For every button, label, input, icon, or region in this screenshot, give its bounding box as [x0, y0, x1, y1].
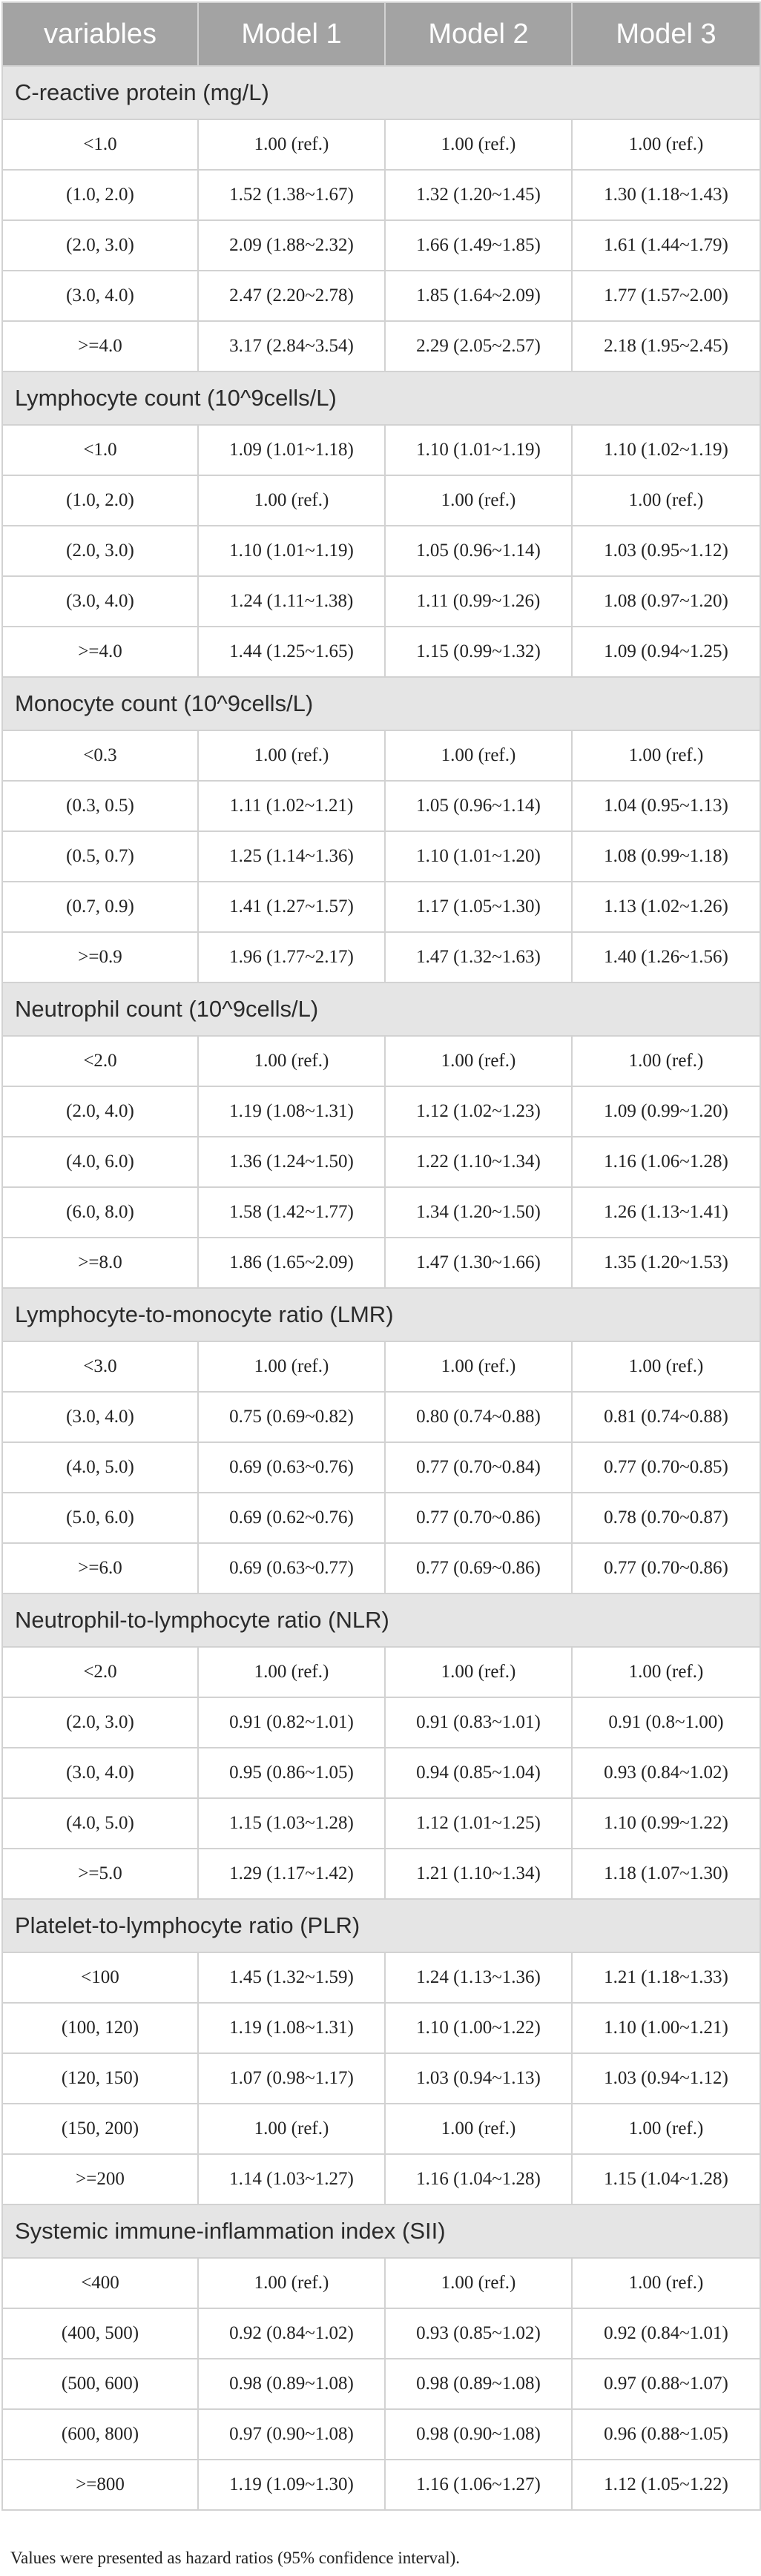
model-2-cell: 0.98 (0.90~1.08) — [385, 2409, 572, 2460]
model-2-cell: 1.10 (1.01~1.20) — [385, 831, 572, 882]
footnote: Values were presented as hazard ratios (95% confidence interval). — [10, 2549, 461, 2567]
model-2-cell: 1.66 (1.49~1.85) — [385, 220, 572, 271]
model-1-cell: 1.00 (ref.) — [198, 1341, 385, 1392]
section-title: Neutrophil count (10^9cells/L) — [2, 982, 760, 1036]
table-row — [2, 119, 760, 170]
model-3-cell: 1.10 (1.00~1.21) — [572, 2003, 760, 2053]
variable-cell: >=0.9 — [2, 932, 198, 982]
table-row — [2, 1493, 760, 1543]
variable-cell: <1.0 — [2, 425, 198, 475]
table-row — [2, 2003, 760, 2053]
model-2-cell: 1.21 (1.10~1.34) — [385, 1849, 572, 1899]
model-3-cell: 0.97 (0.88~1.07) — [572, 2359, 760, 2409]
model-3-cell: 1.00 (ref.) — [572, 119, 760, 170]
model-1-cell: 1.41 (1.27~1.57) — [198, 882, 385, 932]
variable-cell: >=4.0 — [2, 321, 198, 371]
table-row — [2, 1543, 760, 1594]
variable-cell: (2.0, 3.0) — [2, 526, 198, 576]
table-row — [2, 2460, 760, 2510]
variable-cell: (4.0, 5.0) — [2, 1442, 198, 1493]
model-3-cell: 1.61 (1.44~1.79) — [572, 220, 760, 271]
variable-cell: (4.0, 6.0) — [2, 1137, 198, 1187]
model-2-cell: 0.77 (0.69~0.86) — [385, 1543, 572, 1594]
model-1-cell: 1.19 (1.08~1.31) — [198, 2003, 385, 2053]
model-1-cell: 1.29 (1.17~1.42) — [198, 1849, 385, 1899]
model-2-cell: 1.17 (1.05~1.30) — [385, 882, 572, 932]
variable-cell: (2.0, 3.0) — [2, 220, 198, 271]
model-2-cell: 0.94 (0.85~1.04) — [385, 1748, 572, 1798]
variable-cell: (3.0, 4.0) — [2, 1748, 198, 1798]
variable-cell: (3.0, 4.0) — [2, 271, 198, 321]
variable-cell: <2.0 — [2, 1647, 198, 1697]
model-2-cell: 1.34 (1.20~1.50) — [385, 1187, 572, 1238]
table-row — [2, 425, 760, 475]
table-row — [2, 526, 760, 576]
model-3-cell: 1.30 (1.18~1.43) — [572, 170, 760, 220]
model-2-cell: 1.47 (1.32~1.63) — [385, 932, 572, 982]
table-row — [2, 1647, 760, 1697]
model-2-cell: 1.00 (ref.) — [385, 1036, 572, 1086]
model-3-cell: 0.77 (0.70~0.86) — [572, 1543, 760, 1594]
model-2-cell: 1.24 (1.13~1.36) — [385, 1952, 572, 2003]
variable-cell: (400, 500) — [2, 2308, 198, 2359]
header-model-1: Model 1 — [198, 2, 385, 66]
table-row — [2, 2308, 760, 2359]
model-3-cell: 1.00 (ref.) — [572, 730, 760, 781]
model-3-cell: 1.00 (ref.) — [572, 475, 760, 526]
model-1-cell: 1.25 (1.14~1.36) — [198, 831, 385, 882]
variable-cell: <400 — [2, 2258, 198, 2308]
table-row — [2, 1442, 760, 1493]
model-2-cell: 1.12 (1.02~1.23) — [385, 1086, 572, 1137]
model-1-cell: 1.52 (1.38~1.67) — [198, 170, 385, 220]
variable-cell: <0.3 — [2, 730, 198, 781]
table-row — [2, 2409, 760, 2460]
model-1-cell: 1.58 (1.42~1.77) — [198, 1187, 385, 1238]
table-row — [2, 1137, 760, 1187]
model-2-cell: 1.11 (0.99~1.26) — [385, 576, 572, 627]
model-1-cell: 0.98 (0.89~1.08) — [198, 2359, 385, 2409]
table-row — [2, 2154, 760, 2205]
variable-cell: (600, 800) — [2, 2409, 198, 2460]
model-3-cell: 0.93 (0.84~1.02) — [572, 1748, 760, 1798]
model-1-cell: 1.00 (ref.) — [198, 119, 385, 170]
model-3-cell: 1.12 (1.05~1.22) — [572, 2460, 760, 2510]
table-row — [2, 1187, 760, 1238]
model-3-cell: 1.09 (0.99~1.20) — [572, 1086, 760, 1137]
model-2-cell: 1.00 (ref.) — [385, 119, 572, 170]
table-row — [2, 321, 760, 371]
table-row — [2, 1036, 760, 1086]
section-header-row — [2, 982, 760, 1036]
model-2-cell: 1.47 (1.30~1.66) — [385, 1238, 572, 1288]
model-2-cell: 0.77 (0.70~0.84) — [385, 1442, 572, 1493]
hazard-ratio-table — [1, 1, 761, 2511]
model-3-cell: 0.96 (0.88~1.05) — [572, 2409, 760, 2460]
table-row — [2, 882, 760, 932]
model-3-cell: 1.16 (1.06~1.28) — [572, 1137, 760, 1187]
model-1-cell: 0.92 (0.84~1.02) — [198, 2308, 385, 2359]
model-2-cell: 1.10 (1.01~1.19) — [385, 425, 572, 475]
table-row — [2, 730, 760, 781]
model-2-cell: 1.22 (1.10~1.34) — [385, 1137, 572, 1187]
model-1-cell: 1.14 (1.03~1.27) — [198, 2154, 385, 2205]
header-variables: variables — [2, 2, 198, 66]
model-1-cell: 1.24 (1.11~1.38) — [198, 576, 385, 627]
model-2-cell: 0.80 (0.74~0.88) — [385, 1392, 572, 1442]
model-3-cell: 2.18 (1.95~2.45) — [572, 321, 760, 371]
table-row — [2, 475, 760, 526]
header-model-2: Model 2 — [385, 2, 572, 66]
table-row — [2, 2359, 760, 2409]
section-header-row — [2, 1899, 760, 1952]
variable-cell: >=800 — [2, 2460, 198, 2510]
variable-cell: (2.0, 3.0) — [2, 1697, 198, 1748]
section-header-row — [2, 66, 760, 119]
table-row — [2, 2053, 760, 2104]
model-3-cell: 1.04 (0.95~1.13) — [572, 781, 760, 831]
variable-cell: (3.0, 4.0) — [2, 576, 198, 627]
model-3-cell: 1.15 (1.04~1.28) — [572, 2154, 760, 2205]
model-3-cell: 1.40 (1.26~1.56) — [572, 932, 760, 982]
table-row — [2, 1952, 760, 2003]
model-2-cell: 1.32 (1.20~1.45) — [385, 170, 572, 220]
variable-cell: (5.0, 6.0) — [2, 1493, 198, 1543]
model-3-cell: 0.81 (0.74~0.88) — [572, 1392, 760, 1442]
model-2-cell: 0.93 (0.85~1.02) — [385, 2308, 572, 2359]
variable-cell: (0.5, 0.7) — [2, 831, 198, 882]
model-2-cell: 0.98 (0.89~1.08) — [385, 2359, 572, 2409]
model-3-cell: 1.26 (1.13~1.41) — [572, 1187, 760, 1238]
model-3-cell: 1.03 (0.95~1.12) — [572, 526, 760, 576]
variable-cell: (2.0, 4.0) — [2, 1086, 198, 1137]
section-header-row — [2, 371, 760, 425]
model-3-cell: 1.00 (ref.) — [572, 1341, 760, 1392]
model-3-cell: 1.00 (ref.) — [572, 2258, 760, 2308]
variable-cell: <2.0 — [2, 1036, 198, 1086]
model-1-cell: 1.10 (1.01~1.19) — [198, 526, 385, 576]
variable-cell: (150, 200) — [2, 2104, 198, 2154]
model-1-cell: 0.75 (0.69~0.82) — [198, 1392, 385, 1442]
table-row — [2, 170, 760, 220]
model-3-cell: 1.00 (ref.) — [572, 1647, 760, 1697]
model-3-cell: 1.10 (1.02~1.19) — [572, 425, 760, 475]
model-2-cell: 1.00 (ref.) — [385, 1647, 572, 1697]
table-row — [2, 1697, 760, 1748]
model-2-cell: 1.00 (ref.) — [385, 2258, 572, 2308]
model-1-cell: 2.47 (2.20~2.78) — [198, 271, 385, 321]
model-2-cell: 2.29 (2.05~2.57) — [385, 321, 572, 371]
variable-cell: >=6.0 — [2, 1543, 198, 1594]
model-3-cell: 0.92 (0.84~1.01) — [572, 2308, 760, 2359]
model-3-cell: 1.08 (0.97~1.20) — [572, 576, 760, 627]
model-1-cell: 2.09 (1.88~2.32) — [198, 220, 385, 271]
model-3-cell: 1.77 (1.57~2.00) — [572, 271, 760, 321]
model-2-cell: 0.77 (0.70~0.86) — [385, 1493, 572, 1543]
model-1-cell: 1.19 (1.08~1.31) — [198, 1086, 385, 1137]
model-3-cell: 0.91 (0.8~1.00) — [572, 1697, 760, 1748]
model-2-cell: 0.91 (0.83~1.01) — [385, 1697, 572, 1748]
header-model-3: Model 3 — [572, 2, 760, 66]
model-3-cell: 1.13 (1.02~1.26) — [572, 882, 760, 932]
variable-cell: (0.7, 0.9) — [2, 882, 198, 932]
model-1-cell: 0.97 (0.90~1.08) — [198, 2409, 385, 2460]
model-1-cell: 1.07 (0.98~1.17) — [198, 2053, 385, 2104]
section-title: Systemic immune-inflammation index (SII) — [2, 2205, 760, 2258]
section-title: Lymphocyte-to-monocyte ratio (LMR) — [2, 1288, 760, 1341]
model-2-cell: 1.00 (ref.) — [385, 475, 572, 526]
table-row — [2, 1392, 760, 1442]
section-header-row — [2, 1288, 760, 1341]
table-row — [2, 1849, 760, 1899]
model-1-cell: 1.00 (ref.) — [198, 1036, 385, 1086]
table-row — [2, 627, 760, 677]
variable-cell: <1.0 — [2, 119, 198, 170]
model-3-cell: 1.03 (0.94~1.12) — [572, 2053, 760, 2104]
table-row — [2, 1748, 760, 1798]
table-row — [2, 1086, 760, 1137]
model-1-cell: 1.00 (ref.) — [198, 730, 385, 781]
variable-cell: (500, 600) — [2, 2359, 198, 2409]
model-1-cell: 1.00 (ref.) — [198, 2258, 385, 2308]
variable-cell: >=4.0 — [2, 627, 198, 677]
variable-cell: (6.0, 8.0) — [2, 1187, 198, 1238]
model-1-cell: 1.00 (ref.) — [198, 475, 385, 526]
table-row — [2, 781, 760, 831]
model-3-cell: 1.08 (0.99~1.18) — [572, 831, 760, 882]
section-header-row — [2, 1594, 760, 1647]
model-1-cell: 1.11 (1.02~1.21) — [198, 781, 385, 831]
model-3-cell: 1.10 (0.99~1.22) — [572, 1798, 760, 1849]
model-2-cell: 1.16 (1.06~1.27) — [385, 2460, 572, 2510]
model-1-cell: 0.69 (0.62~0.76) — [198, 1493, 385, 1543]
model-1-cell: 0.69 (0.63~0.76) — [198, 1442, 385, 1493]
model-3-cell: 0.77 (0.70~0.85) — [572, 1442, 760, 1493]
model-1-cell: 0.91 (0.82~1.01) — [198, 1697, 385, 1748]
section-header-row — [2, 2205, 760, 2258]
model-3-cell: 1.21 (1.18~1.33) — [572, 1952, 760, 2003]
model-1-cell: 1.36 (1.24~1.50) — [198, 1137, 385, 1187]
variable-cell: (1.0, 2.0) — [2, 170, 198, 220]
variable-cell: (4.0, 5.0) — [2, 1798, 198, 1849]
variable-cell: >=5.0 — [2, 1849, 198, 1899]
model-1-cell: 1.19 (1.09~1.30) — [198, 2460, 385, 2510]
variable-cell: (3.0, 4.0) — [2, 1392, 198, 1442]
header-row — [2, 2, 760, 66]
model-1-cell: 1.00 (ref.) — [198, 2104, 385, 2154]
table-row — [2, 576, 760, 627]
model-1-cell: 1.15 (1.03~1.28) — [198, 1798, 385, 1849]
model-2-cell: 1.03 (0.94~1.13) — [385, 2053, 572, 2104]
model-1-cell: 1.00 (ref.) — [198, 1647, 385, 1697]
table-row — [2, 220, 760, 271]
model-1-cell: 1.44 (1.25~1.65) — [198, 627, 385, 677]
model-2-cell: 1.05 (0.96~1.14) — [385, 526, 572, 576]
model-2-cell: 1.10 (1.00~1.22) — [385, 2003, 572, 2053]
model-2-cell: 1.12 (1.01~1.25) — [385, 1798, 572, 1849]
variable-cell: <100 — [2, 1952, 198, 2003]
table-row — [2, 1238, 760, 1288]
model-2-cell: 1.15 (0.99~1.32) — [385, 627, 572, 677]
variable-cell: (0.3, 0.5) — [2, 781, 198, 831]
model-2-cell: 1.00 (ref.) — [385, 2104, 572, 2154]
table-row — [2, 1798, 760, 1849]
variable-cell: <3.0 — [2, 1341, 198, 1392]
section-title: Neutrophil-to-lymphocyte ratio (NLR) — [2, 1594, 760, 1647]
section-title: Monocyte count (10^9cells/L) — [2, 677, 760, 730]
model-1-cell: 0.95 (0.86~1.05) — [198, 1748, 385, 1798]
model-2-cell: 1.05 (0.96~1.14) — [385, 781, 572, 831]
table-row — [2, 2258, 760, 2308]
variable-cell: (120, 150) — [2, 2053, 198, 2104]
model-1-cell: 1.96 (1.77~2.17) — [198, 932, 385, 982]
model-3-cell: 1.00 (ref.) — [572, 2104, 760, 2154]
model-1-cell: 1.86 (1.65~2.09) — [198, 1238, 385, 1288]
model-3-cell: 0.78 (0.70~0.87) — [572, 1493, 760, 1543]
model-1-cell: 0.69 (0.63~0.77) — [198, 1543, 385, 1594]
section-header-row — [2, 677, 760, 730]
variable-cell: >=8.0 — [2, 1238, 198, 1288]
model-1-cell: 1.09 (1.01~1.18) — [198, 425, 385, 475]
table-row — [2, 932, 760, 982]
model-1-cell: 3.17 (2.84~3.54) — [198, 321, 385, 371]
model-2-cell: 1.85 (1.64~2.09) — [385, 271, 572, 321]
variable-cell: >=200 — [2, 2154, 198, 2205]
model-1-cell: 1.45 (1.32~1.59) — [198, 1952, 385, 2003]
model-3-cell: 1.18 (1.07~1.30) — [572, 1849, 760, 1899]
model-2-cell: 1.16 (1.04~1.28) — [385, 2154, 572, 2205]
model-3-cell: 1.35 (1.20~1.53) — [572, 1238, 760, 1288]
table-body — [2, 66, 760, 2510]
model-2-cell: 1.00 (ref.) — [385, 1341, 572, 1392]
section-title: C-reactive protein (mg/L) — [2, 66, 760, 119]
table-row — [2, 1341, 760, 1392]
section-title: Platelet-to-lymphocyte ratio (PLR) — [2, 1899, 760, 1952]
model-3-cell: 1.00 (ref.) — [572, 1036, 760, 1086]
model-2-cell: 1.00 (ref.) — [385, 730, 572, 781]
table-row — [2, 271, 760, 321]
variable-cell: (100, 120) — [2, 2003, 198, 2053]
model-3-cell: 1.09 (0.94~1.25) — [572, 627, 760, 677]
table-row — [2, 2104, 760, 2154]
variable-cell: (1.0, 2.0) — [2, 475, 198, 526]
section-title: Lymphocyte count (10^9cells/L) — [2, 371, 760, 425]
table-row — [2, 831, 760, 882]
